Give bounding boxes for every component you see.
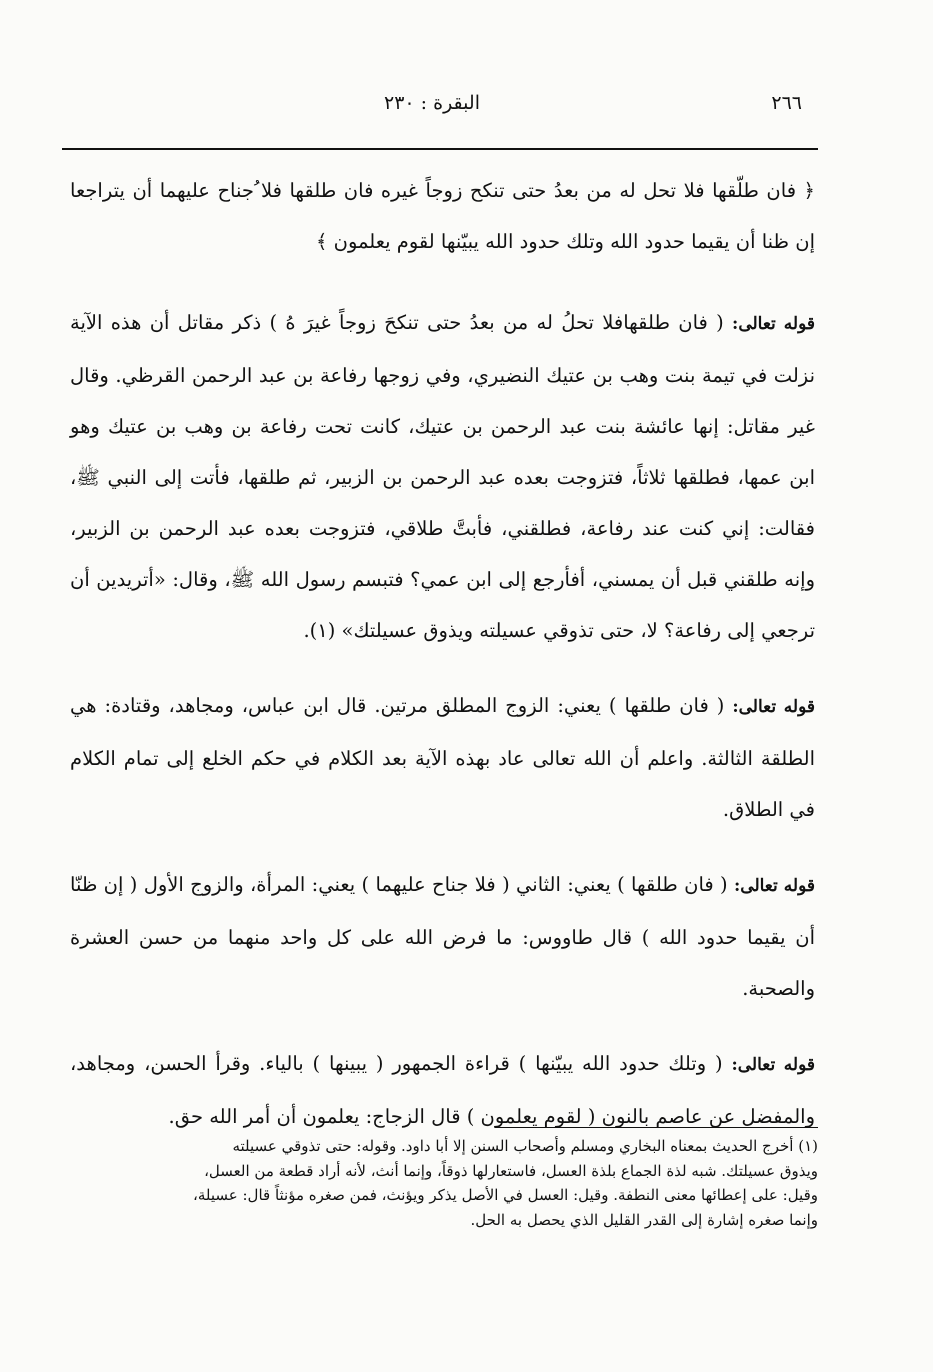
paragraph-text: ( فان طلقهافلا تحلُ له من بعدُ حتى تنكحَ زوجاً غيرَ هُ ) ذكر مقاتل أن هذه الآية نزلت في تيمة بنت وهب بن عتيك النضيري، وفي زوجها رفاعة بن عبد الرحمن القرظي. وقال غير مقاتل: إنها عائشة بنت عبد الرحمن بن عتيك، كانت تحت رفاعة بن وهب بن عتيك وهو ابن عمها، فطلقها ثلاثاً، فتزوجت بعده عبد الرحمن بن الزبير، ثم طلقها، فأتت إلى النبي ﷺ، فقالت: إني كنت عند رفاعة، فطلقني، فأبتَّ طلاقي، فتزوجت بعده عبد الرحمن بن الزبير، وإنه طلقني قبل أن يمسني، أفأرجع إلى ابن عمي؟ فتبسم رسول الله ﷺ، وقال: «أتريدين أن ترجعي إلى رفاعة؟ لا، حتى تذوقي عسيلته ويذوق عسيلتك» (١). (70, 311, 815, 642)
paragraph-lead: قوله تعالى: (734, 876, 815, 896)
commentary-paragraph-1 (70, 297, 815, 656)
paragraph-lead: قوله تعالى: (732, 314, 815, 334)
paragraph-text: ( وتلك حدود الله يبيّنها ) قراءة الجمهور ( يبينها ) بالياء. وقرأ الحسن، ومجاهد، والمفضل عن عاصم بالنون ( لقوم يعلمون ) قال الزجاج: يعلمون أن أمر الله حق. (70, 1052, 815, 1128)
running-title: البقرة : ٢٣٠ (384, 92, 480, 114)
main-text (70, 165, 815, 1166)
paragraph-text: ( فان طلقها ) يعني: الثاني ( فلا جناح عليهما ) يعني: المرأة، والزوج الأول ( إن ظنّا أن يقيما حدود الله ) قال طاووس: ما فرض الله على كل واحد منهما من حسن العشرة والصحبة. (70, 873, 815, 1000)
page-number: ٢٦٦ (771, 92, 802, 114)
paragraph-lead: قوله تعالى: (732, 697, 816, 717)
page-header (62, 92, 802, 124)
footnote-line: وقيل: على إعطائها معنى النطفة. وقيل: العسل في الأصل يذكر ويؤنث، فمن صغره مؤنثاً قال: عسيلة، (193, 1186, 818, 1204)
footnote-line: ويذوق عسيلتك. شبه لذة الجماع بلذة العسل، فاستعارلها ذوقاً، وإنما أنث، لأنه أراد قطعة من العسل، (204, 1161, 818, 1180)
paragraph-text: ( فان طلقها ) يعني: الزوج المطلق مرتين. قال ابن عباس، ومجاهد، وقتادة: هي الطلقة الثالثة. واعلم أن الله تعالى عاد بهذه الآية بعد الكلام في حكم الخلع إلى تمام الكلام في الطلاق. (70, 694, 815, 821)
footnote-divider (495, 1127, 818, 1128)
footnote (66, 1134, 818, 1232)
commentary-paragraph-3 (70, 859, 815, 1014)
commentary-paragraph-2 (70, 680, 815, 835)
paragraph-lead: قوله تعالى: (731, 1055, 815, 1075)
footnote-line: وإنما صغره إشارة إلى القدر القليل الذي يحصل به الحل. (470, 1210, 818, 1229)
footnote-line: (١) أخرج الحديث بمعناه البخاري ومسلم وأصحاب السنن إلا أبا داود. وقوله: حتى تذوقي عسيلته (232, 1137, 818, 1155)
header-divider (62, 148, 818, 150)
quranic-verse: ﴿ فان طلّقها فلا تحل له من بعدُ حتى تنكح زوجاً غيره فان طلقها فلا ُجناح عليهما أن يتراجعا إن ظنا أن يقيما حدود الله وتلك حدود الله يبيّنها لقوم يعلمون ﴾ (70, 179, 815, 253)
